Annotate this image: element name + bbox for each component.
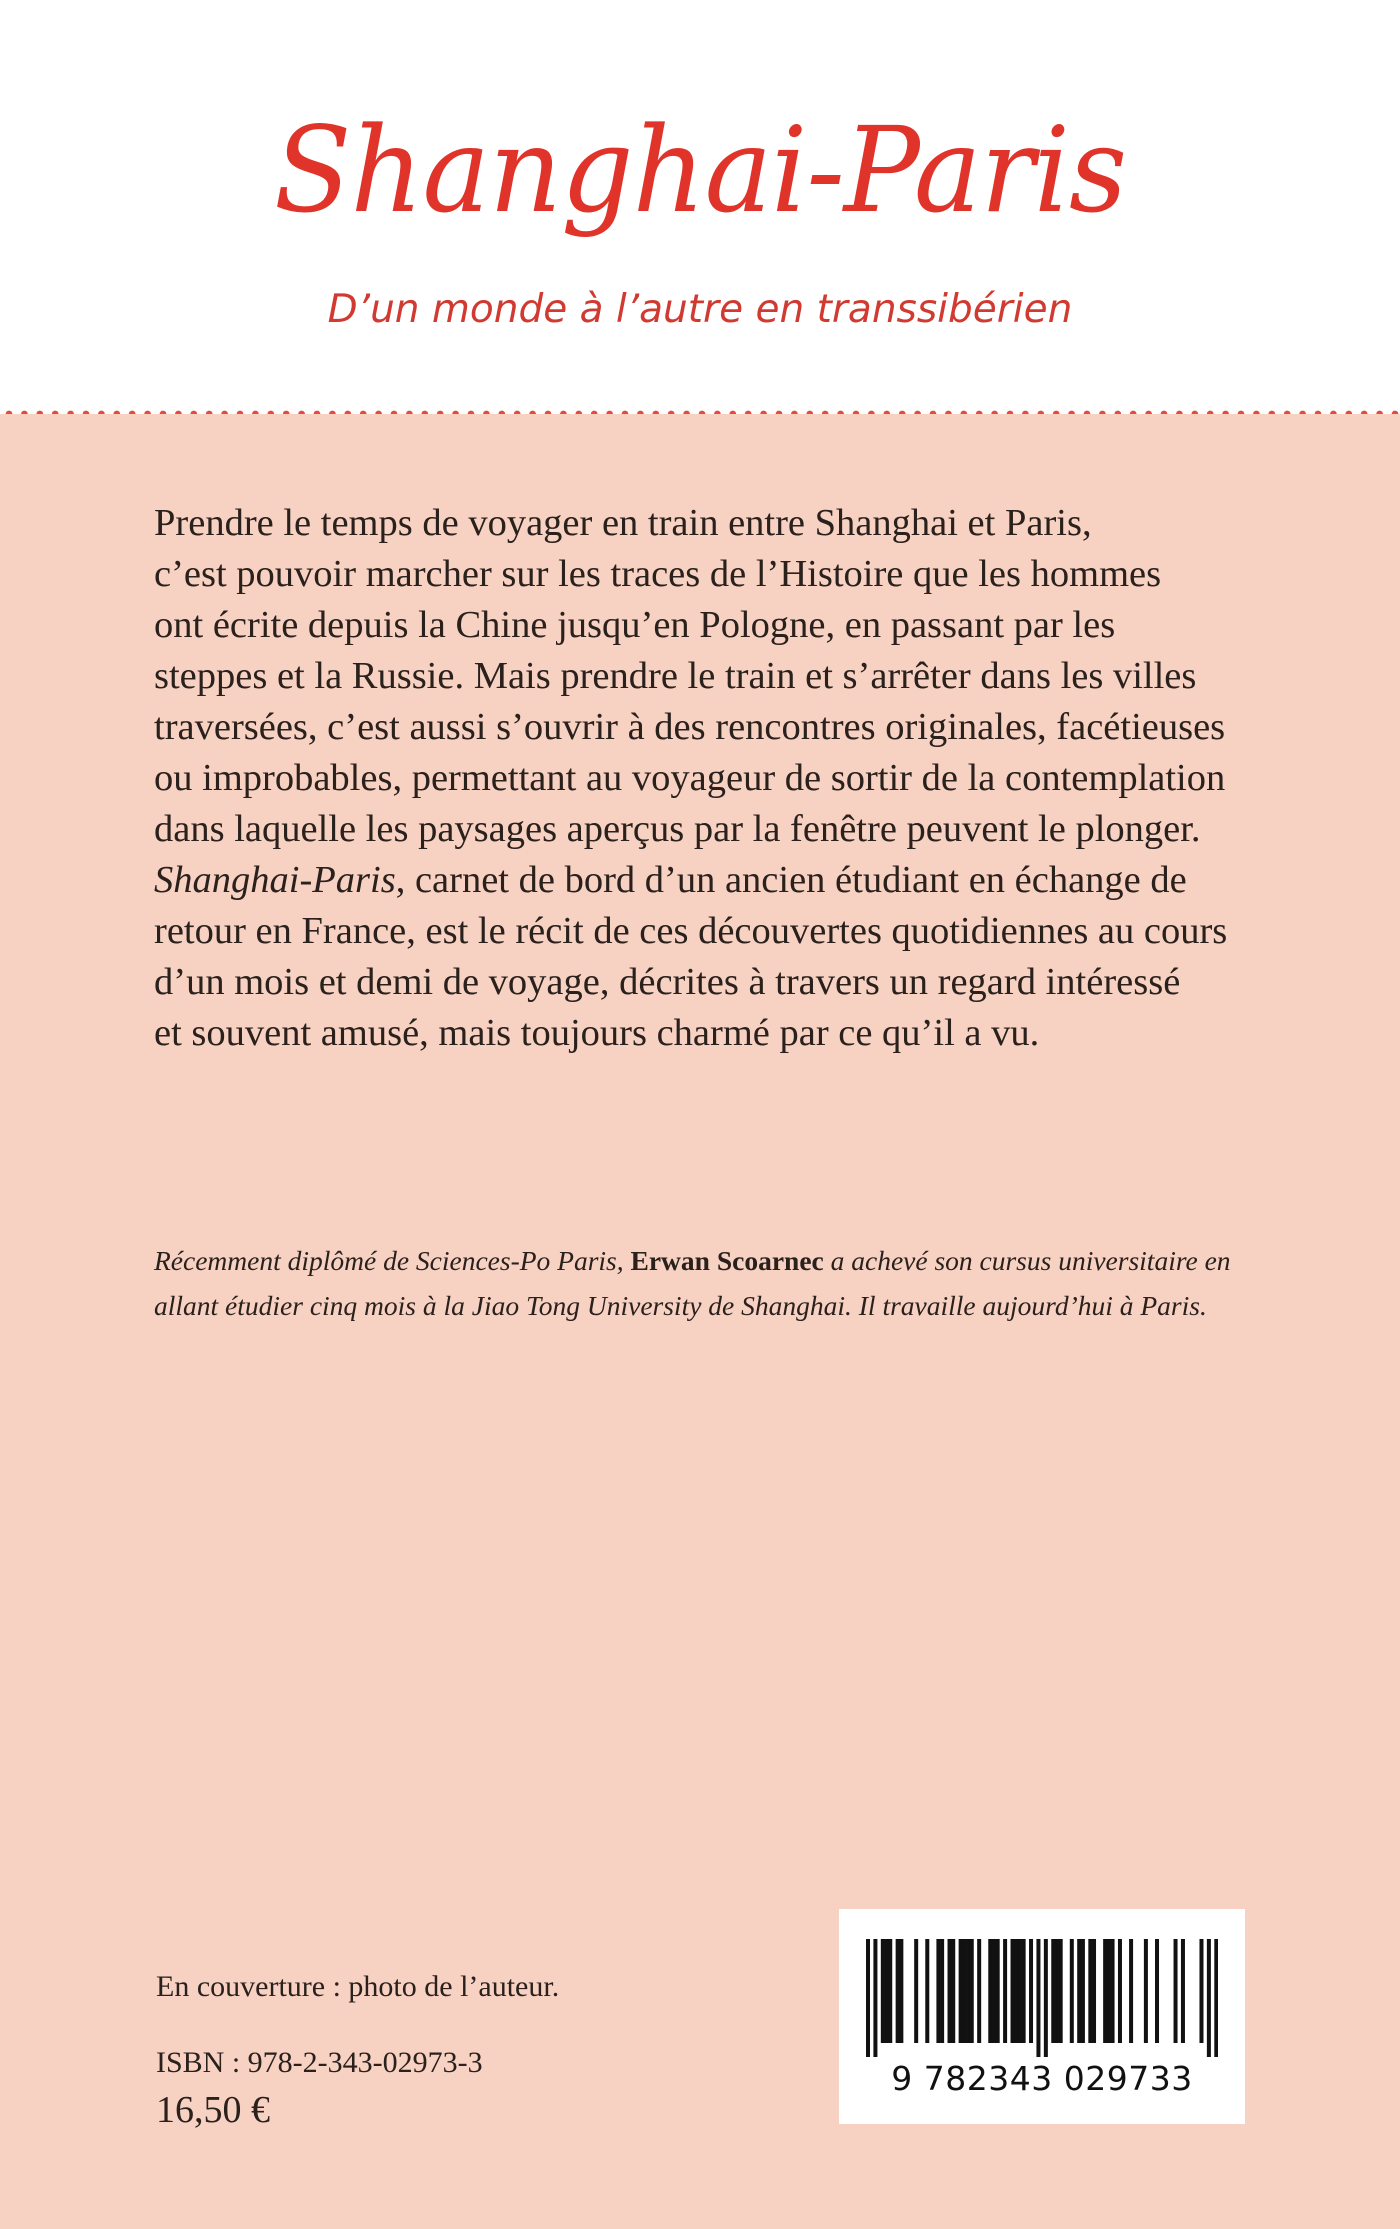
barcode-bar [925,1939,929,2043]
barcode-digits: 9 782343 029733 [891,2059,1193,2098]
barcode-bar [899,1939,903,2043]
barcode-bar [914,1939,918,2043]
barcode-bar [1107,1939,1111,2043]
barcode-bar [888,1939,892,2043]
barcode-bar [1070,1939,1074,2043]
blurb-line: ont écrite depuis la Chine jusqu’en Pologne, en passant par les [154,604,1116,646]
blurb-line-rest: , carnet de bord d’un ancien étudiant en échange de [395,859,1187,901]
barcode-bar [1022,1939,1026,2043]
barcode-bar [1118,1939,1122,2043]
bio-line [154,1238,1243,1283]
barcode-bar [1199,1939,1203,2043]
barcode-label [839,1909,1245,2124]
barcode-bar [1181,1939,1185,2043]
barcode-bar [1011,1939,1015,2043]
author-name: Erwan Scoarnec [630,1245,824,1276]
bio-text-after: a achevé son cursus universitaire en [830,1245,1231,1276]
barcode-bar [959,1939,963,2043]
isbn-number: ISBN : 978-2-343-02973-3 [156,2046,483,2079]
blurb-text [154,498,1243,1059]
barcode-bar [1036,1939,1040,2057]
barcode-bar [1051,1939,1055,2043]
barcode-bar [996,1939,1000,2043]
barcode-bar [951,1939,955,2043]
title-header [0,0,1400,410]
barcode-bar [1092,1939,1096,2043]
barcode-bar [896,1939,900,2043]
barcode-bar [1088,1939,1092,2043]
barcode-bar [988,1939,992,2043]
barcode-bar [1055,1939,1059,2043]
book-subtitle: D’un monde à l’autre en transsibérien [327,287,1073,332]
barcode-bar [885,1939,889,2043]
barcode-bar [962,1939,966,2043]
barcode-bar [881,1939,885,2043]
barcode-bar [1029,1939,1033,2043]
barcode-bar [977,1939,981,2043]
blurb-line: d’un mois et demi de voyage, décrites à travers un regard intéressé [154,961,1181,1003]
author-bio [154,1238,1243,1328]
barcode-bar [1174,1939,1178,2043]
barcode-bar [936,1939,940,2043]
barcode-bar [966,1939,970,2043]
barcode-bar [1081,1939,1085,2043]
bio-line-last: allant étudier cinq mois à la Jiao Tong University de Shanghai. Il travaille aujourd’hui à Paris. [154,1290,1207,1321]
barcode-bar [1111,1939,1115,2043]
blurb-line: c’est pouvoir marcher sur les traces de l’Histoire que les hommes [154,553,1162,595]
barcode-bar [1103,1939,1107,2043]
blurb-line: ou improbables, permettant au voyageur de sortir de la contemplation [154,757,1226,799]
barcode-bar [970,1939,974,2043]
barcode-bar [866,1939,870,2057]
book-price: 16,50 € [156,2089,270,2131]
book-title: Shanghai-Paris [273,101,1127,239]
blurb-book-title: Shanghai-Paris [154,859,396,901]
blurb-line: steppes et la Russie. Mais prendre le train et s’arrêter dans les villes [154,655,1197,697]
barcode-bar [1059,1939,1063,2043]
barcode-bar [1003,1939,1007,2043]
barcode-bar [1077,1939,1081,2043]
barcode-bar [1018,1939,1022,2043]
blurb-line: retour en France, est le récit de ces découvertes quotidiennes au cours [154,910,1228,952]
blurb-line: dans laquelle les paysages aperçus par la fenêtre peuvent le plonger. [154,808,1201,850]
barcode-bar [1155,1939,1159,2043]
barcode-bar [1214,1939,1218,2057]
barcode-bar [1129,1939,1133,2043]
barcode-bar [873,1939,877,2057]
barcode-bar [1014,1939,1018,2043]
bio-text-before: Récemment diplômé de Sciences-Po Paris, [154,1245,624,1276]
barcode-bar [1207,1939,1211,2057]
blurb-line: Prendre le temps de voyager en train entre Shanghai et Paris, [154,502,1092,544]
barcode-bar [1144,1939,1148,2043]
barcode-bar [1044,1939,1048,2057]
barcode-bar [940,1939,944,2043]
blurb-line-last: et souvent amusé, mais toujours charmé par ce qu’il a vu. [154,1012,1040,1054]
barcode-bar [992,1939,996,2043]
blurb-line [154,855,1243,906]
cover-photo-credit: En couverture : photo de l’auteur. [156,1970,560,2003]
barcode-bar [948,1939,952,2043]
blurb-line: traversées, c’est aussi s’ouvrir à des rencontres originales, facétieuses [154,706,1226,748]
barcode-bars [866,1939,1218,2057]
